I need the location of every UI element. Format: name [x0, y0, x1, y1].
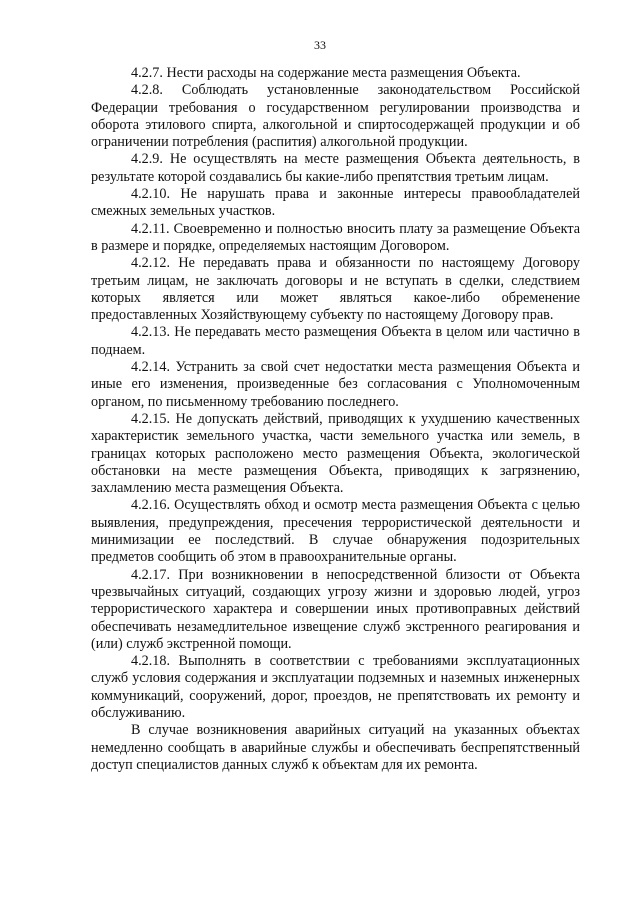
emergency-paragraph: В случае возникновения аварийных ситуаций на указанных объектах немедленно сообщать в аварийные службы и обеспечивать беспрепятственный доступ специалистов данных служб к объектам для их ремонта. [91, 722, 580, 773]
clause-4-2-13: 4.2.13. Не передавать место размещения Объекта в целом или частично в поднаем. [91, 324, 580, 358]
clause-4-2-11: 4.2.11. Своевременно и полностью вносить плату за размещение Объекта в размере и порядке, определяемых настоящим Договором. [91, 220, 580, 254]
clause-4-2-12: 4.2.12. Не передавать права и обязанности по настоящему Договору третьим лицам, не заключать договоры и не вступать в сделки, следствием которых является или может являться какое-либо обременение предоставленных Хозяйствующему субъекту по настоящему Договору прав. [91, 255, 580, 324]
clause-4-2-17: 4.2.17. При возникновении в непосредственной близости от Объекта чрезвычайных ситуаций, создающих угрозу жизни и здоровью людей, угроз террористического характера и совершении иных противоправных действий обеспечивать незамедлительное извещение служб экстренного реагирования и (или) служб экстренной помощи. [91, 566, 580, 652]
clause-4-2-7: 4.2.7. Нести расходы на содержание места размещения Объекта. [131, 65, 521, 81]
clause-4-2-15: 4.2.15. Не допускать действий, приводящих к ухудшению качественных характеристик земельного участка, части земельного участка или земель, в границах которых расположено место размещения Объекта, экологической обстановки на месте размещения Объекта, приводящих к загрязнению, захламлению места размещения Объекта. [91, 410, 580, 497]
clause-4-2-16: 4.2.16. Осуществлять обход и осмотр места размещения Объекта с целью выявления, предупреждения, пресечения террористической деятельности и минимизации ее последствий. В случае обнаружения подозрительных предметов сообщить об этом в правоохранительные органы. [91, 497, 580, 566]
clause-4-2-9: 4.2.9. Не осуществлять на месте размещения Объекта деятельность, в результате которой создавались бы какие-либо препятствия третьим лицам. [91, 151, 580, 185]
page-number: 33 [314, 38, 326, 52]
clause-4-2-8: 4.2.8. Соблюдать установленные законодательством Российской Федерации требования о государственном регулировании производства и оборота этилового спирта, алкогольной и спиртосодержащей продукции и об ограничении потребления (распития) алкогольной продукции. [91, 82, 580, 151]
document-body [91, 65, 580, 774]
clause-4-2-10: 4.2.10. Не нарушать права и законные интересы правообладателей смежных земельных участков. [91, 186, 580, 220]
clause-4-2-14: 4.2.14. Устранить за свой счет недостатки места размещения Объекта и иные его изменения, произведенные без согласования с Уполномоченным органом, по письменному требованию последнего. [91, 359, 580, 410]
clause-4-2-18: 4.2.18. Выполнять в соответствии с требованиями эксплуатационных служб условия содержания и эксплуатации подземных и наземных инженерных коммуникаций, сооружений, дорог, проездов, не препятствовать их ремонту и обслуживанию. [91, 653, 580, 721]
